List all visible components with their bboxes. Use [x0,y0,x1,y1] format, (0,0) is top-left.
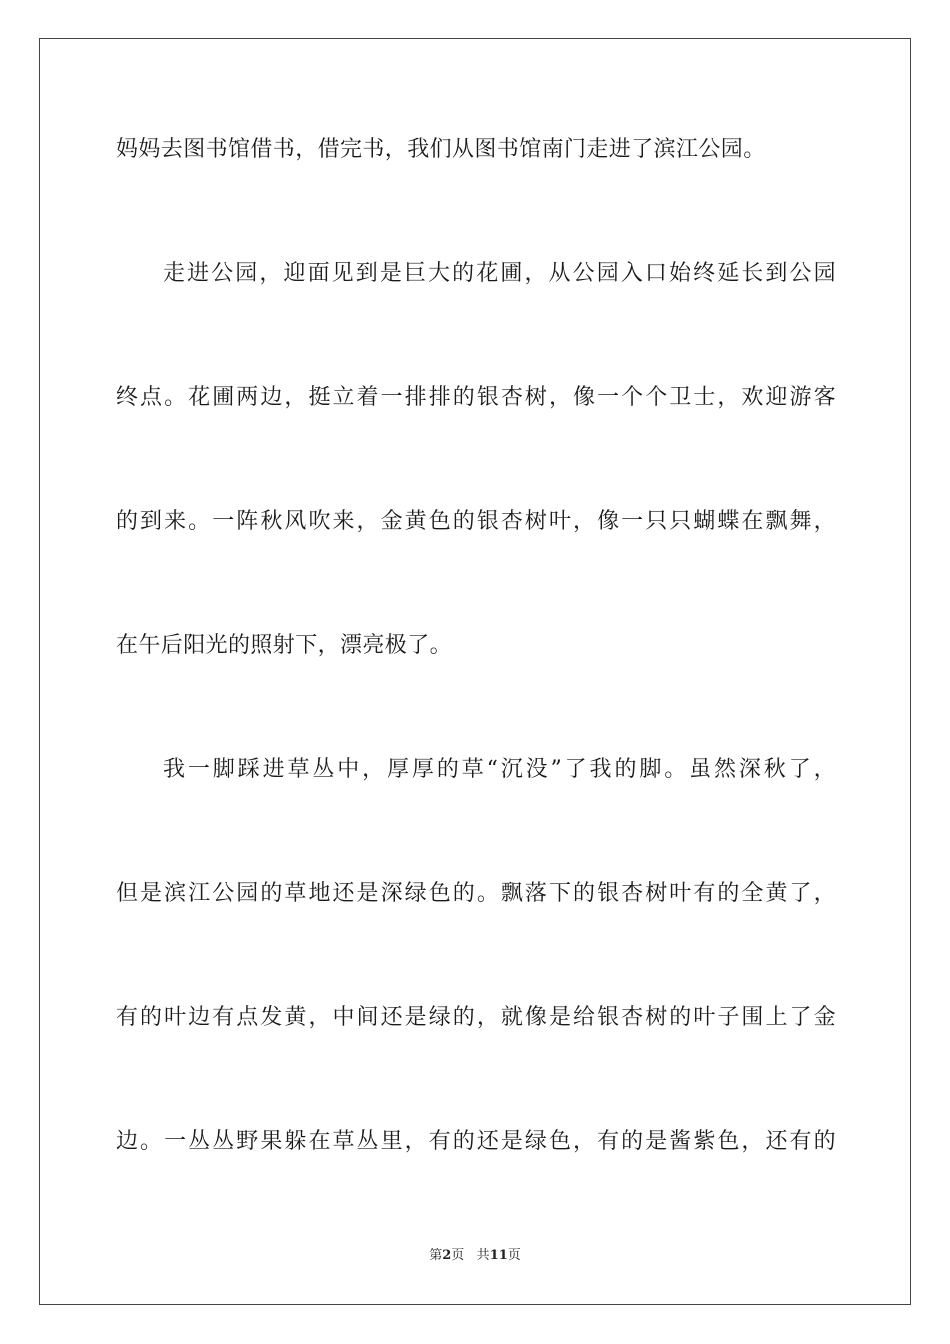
text-line-1: 妈妈去图书馆借书，借完书，我们从图书馆南门走进了滨江公园。 [116,137,766,162]
text-line-9: 边。一丛丛野果躲在草丛里，有的还是绿色，有的是酱紫色，还有的 [116,1129,836,1154]
total-prefix: 共 [476,1248,490,1263]
text-line-7: 但是滨江公园的草地还是深绿色的。飘落下的银杏树叶有的全黄了， [116,881,836,906]
page-number: 2 [442,1248,452,1263]
total-pages-label [477,1247,521,1265]
page-prefix: 第 [429,1248,443,1263]
total-pages: 11 [489,1248,508,1263]
text-line-8: 有的叶边有点发黄，中间还是绿的，就像是给银杏树的叶子围上了金 [116,1005,836,1030]
total-suffix: 页 [507,1248,521,1263]
text-line-5: 在午后阳光的照射下，漂亮极了。 [116,633,453,658]
page-footer [0,1247,950,1265]
text-line-3: 终点。花圃两边，挺立着一排排的银杏树，像一个个卫士，欢迎游客 [116,385,836,410]
page-frame [39,38,911,1305]
page-number-label [429,1247,464,1265]
text-line-2: 走进公园，迎面见到是巨大的花圃，从公园入口始终延长到公园 [163,261,836,286]
text-line-4: 的到来。一阵秋风吹来，金黄色的银杏树叶，像一只只蝴蝶在飘舞， [116,509,836,534]
text-line-6: 我一脚踩进草丛中，厚厚的草“沉没”了我的脚。虽然深秋了， [163,757,836,782]
page-suffix: 页 [451,1248,465,1263]
